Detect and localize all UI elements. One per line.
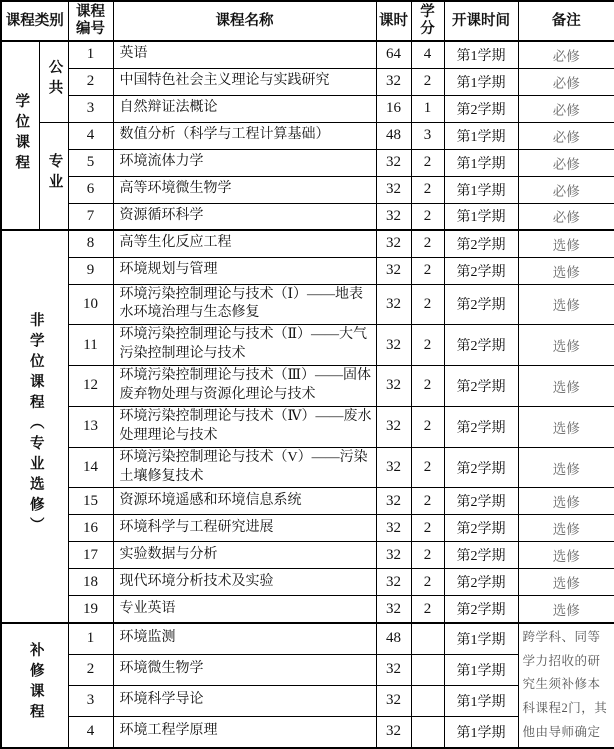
course-name-cell: 环境工程学原理 [113,716,376,747]
course-number-cell: 16 [68,515,113,542]
course-name-cell: 环境污染控制理论与技术（Ⅳ）——废水处理理论与技术 [113,406,376,447]
credits-cell: 2 [411,366,444,407]
course-name-cell: 高等环境微生物学 [113,176,376,203]
hours-cell: 32 [376,230,411,257]
course-number-cell: 2 [68,654,113,685]
note-cell: 选修 [518,488,614,515]
course-name-cell: 实验数据与分析 [113,542,376,569]
hours-cell: 32 [376,596,411,623]
course-row [1,623,614,654]
hours-cell: 32 [376,68,411,95]
course-row [1,230,614,257]
course-number-cell: 19 [68,596,113,623]
hours-cell: 32 [376,515,411,542]
course-number-cell: 8 [68,230,113,257]
category-label: 学位课程 [13,92,30,175]
course-number-cell: 4 [68,122,113,149]
hours-cell: 32 [376,488,411,515]
credits-cell: 2 [411,406,444,447]
note-cell: 选修 [518,284,614,325]
hours-cell: 32 [376,542,411,569]
header-row [1,1,614,41]
course-name-cell: 资源环境遥感和环境信息系统 [113,488,376,515]
course-name-cell: 现代环境分析技术及实验 [113,569,376,596]
header-note: 备注 [518,1,614,41]
note-cell: 必修 [518,95,614,122]
credits-cell [411,716,444,747]
course-number-cell: 1 [68,623,113,654]
course-name-cell: 中国特色社会主义理论与实践研究 [113,68,376,95]
course-name-cell: 环境污染控制理论与技术（Ⅱ）——大气污染控制理论与技术 [113,325,376,366]
hours-cell: 32 [376,569,411,596]
header-hours: 课时 [376,1,411,41]
semester-cell: 第1学期 [444,716,518,747]
note-cell: 选修 [518,230,614,257]
course-row [1,149,614,176]
credits-cell: 1 [411,95,444,122]
header-course-number: 课程编号 [68,1,113,41]
course-number-cell: 14 [68,447,113,488]
header-credits: 学分 [411,1,444,41]
credits-cell: 2 [411,149,444,176]
credits-cell: 4 [411,41,444,68]
category-label: 补修课程 [27,642,44,725]
semester-cell: 第2学期 [444,488,518,515]
credits-cell: 2 [411,542,444,569]
hours-cell: 16 [376,95,411,122]
note-cell: 选修 [518,596,614,623]
semester-cell: 第1学期 [444,176,518,203]
credits-cell: 2 [411,257,444,284]
subcategory-cell [39,122,68,230]
course-name-cell: 环境污染控制理论与技术（V）——污染土壤修复技术 [113,447,376,488]
semester-cell: 第2学期 [444,447,518,488]
note-cell: 选修 [518,366,614,407]
shared-note-cell: 跨学科、同等学力招收的研究生须补修本科课程2门，其他由导师确定 [518,623,614,748]
course-name-cell: 环境监测 [113,623,376,654]
subcategory-cell [39,41,68,122]
category-cell [1,623,68,748]
hours-cell: 48 [376,623,411,654]
header-course-name: 课程名称 [113,1,376,41]
hours-cell: 64 [376,41,411,68]
course-row [1,596,614,623]
course-name-cell: 环境污染控制理论与技术（Ⅰ）——地表水环境治理与生态修复 [113,284,376,325]
course-row [1,515,614,542]
hours-cell: 32 [376,366,411,407]
hours-cell: 32 [376,149,411,176]
subcategory-label: 公共 [46,59,63,101]
course-number-cell: 12 [68,366,113,407]
semester-cell: 第2学期 [444,406,518,447]
credits-cell: 2 [411,569,444,596]
course-name-cell: 专业英语 [113,596,376,623]
hours-cell: 32 [376,257,411,284]
note-cell: 必修 [518,41,614,68]
header-semester: 开课时间 [444,1,518,41]
note-cell: 必修 [518,176,614,203]
course-name-cell: 英语 [113,41,376,68]
semester-cell: 第1学期 [444,68,518,95]
hours-cell: 32 [376,685,411,716]
semester-cell: 第2学期 [444,542,518,569]
course-number-cell: 11 [68,325,113,366]
credits-cell: 2 [411,284,444,325]
course-number-cell: 2 [68,68,113,95]
course-row [1,366,614,407]
course-name-cell: 环境科学与工程研究进展 [113,515,376,542]
semester-cell: 第2学期 [444,95,518,122]
semester-cell: 第2学期 [444,230,518,257]
course-row [1,203,614,230]
course-name-cell: 高等生化反应工程 [113,230,376,257]
credits-cell [411,654,444,685]
semester-cell: 第2学期 [444,284,518,325]
credits-cell: 2 [411,447,444,488]
note-cell: 选修 [518,406,614,447]
note-cell: 选修 [518,257,614,284]
course-row [1,176,614,203]
course-name-cell: 资源循环科学 [113,203,376,230]
semester-cell: 第2学期 [444,257,518,284]
course-name-cell: 环境科学导论 [113,685,376,716]
credits-cell: 2 [411,176,444,203]
course-number-cell: 18 [68,569,113,596]
course-name-cell: 自然辩证法概论 [113,95,376,122]
course-number-cell: 3 [68,685,113,716]
course-number-cell: 17 [68,542,113,569]
course-row [1,325,614,366]
credits-cell: 2 [411,203,444,230]
course-row [1,569,614,596]
course-row [1,406,614,447]
hours-cell: 32 [376,654,411,685]
course-row [1,122,614,149]
hours-cell: 32 [376,325,411,366]
semester-cell: 第1学期 [444,203,518,230]
course-row [1,284,614,325]
category-cell [1,41,39,230]
course-number-cell: 13 [68,406,113,447]
note-cell: 必修 [518,68,614,95]
hours-cell: 32 [376,203,411,230]
note-cell: 选修 [518,515,614,542]
course-row [1,488,614,515]
semester-cell: 第1学期 [444,41,518,68]
credits-cell: 2 [411,230,444,257]
note-cell: 选修 [518,447,614,488]
course-number-cell: 15 [68,488,113,515]
course-number-cell: 4 [68,716,113,747]
course-name-cell: 环境微生物学 [113,654,376,685]
semester-cell: 第2学期 [444,569,518,596]
course-name-cell: 环境流体力学 [113,149,376,176]
credits-cell: 2 [411,325,444,366]
semester-cell: 第2学期 [444,596,518,623]
course-number-cell: 9 [68,257,113,284]
course-number-cell: 1 [68,41,113,68]
hours-cell: 32 [376,406,411,447]
credits-cell: 2 [411,488,444,515]
semester-cell: 第1学期 [444,122,518,149]
course-row [1,95,614,122]
semester-cell: 第2学期 [444,366,518,407]
note-cell: 选修 [518,542,614,569]
course-row [1,447,614,488]
semester-cell: 第2学期 [444,325,518,366]
course-number-cell: 7 [68,203,113,230]
hours-cell: 32 [376,716,411,747]
hours-cell: 32 [376,284,411,325]
semester-cell: 第1学期 [444,654,518,685]
course-number-cell: 6 [68,176,113,203]
course-number-cell: 10 [68,284,113,325]
note-cell: 必修 [518,149,614,176]
course-row [1,41,614,68]
semester-cell: 第2学期 [444,515,518,542]
credits-cell [411,685,444,716]
course-row [1,68,614,95]
subcategory-label: 专业 [46,153,63,195]
semester-cell: 第1学期 [444,685,518,716]
credits-cell: 2 [411,68,444,95]
note-cell: 选修 [518,569,614,596]
header-category: 课程类别 [1,1,68,41]
course-name-cell: 环境规划与管理 [113,257,376,284]
hours-cell: 32 [376,447,411,488]
credits-cell [411,623,444,654]
semester-cell: 第1学期 [444,149,518,176]
course-number-cell: 3 [68,95,113,122]
category-cell [1,230,68,623]
credits-cell: 3 [411,122,444,149]
course-row [1,257,614,284]
hours-cell: 32 [376,176,411,203]
course-number-cell: 5 [68,149,113,176]
hours-cell: 48 [376,122,411,149]
course-row [1,542,614,569]
note-cell: 必修 [518,122,614,149]
category-label: 非学位课程（专业选修） [27,311,44,538]
note-cell: 选修 [518,325,614,366]
note-cell: 必修 [518,203,614,230]
course-name-cell: 数值分析（科学与工程计算基础） [113,122,376,149]
credits-cell: 2 [411,596,444,623]
course-name-cell: 环境污染控制理论与技术（Ⅲ）——固体废弃物处理与资源化理论与技术 [113,366,376,407]
credits-cell: 2 [411,515,444,542]
semester-cell: 第1学期 [444,623,518,654]
